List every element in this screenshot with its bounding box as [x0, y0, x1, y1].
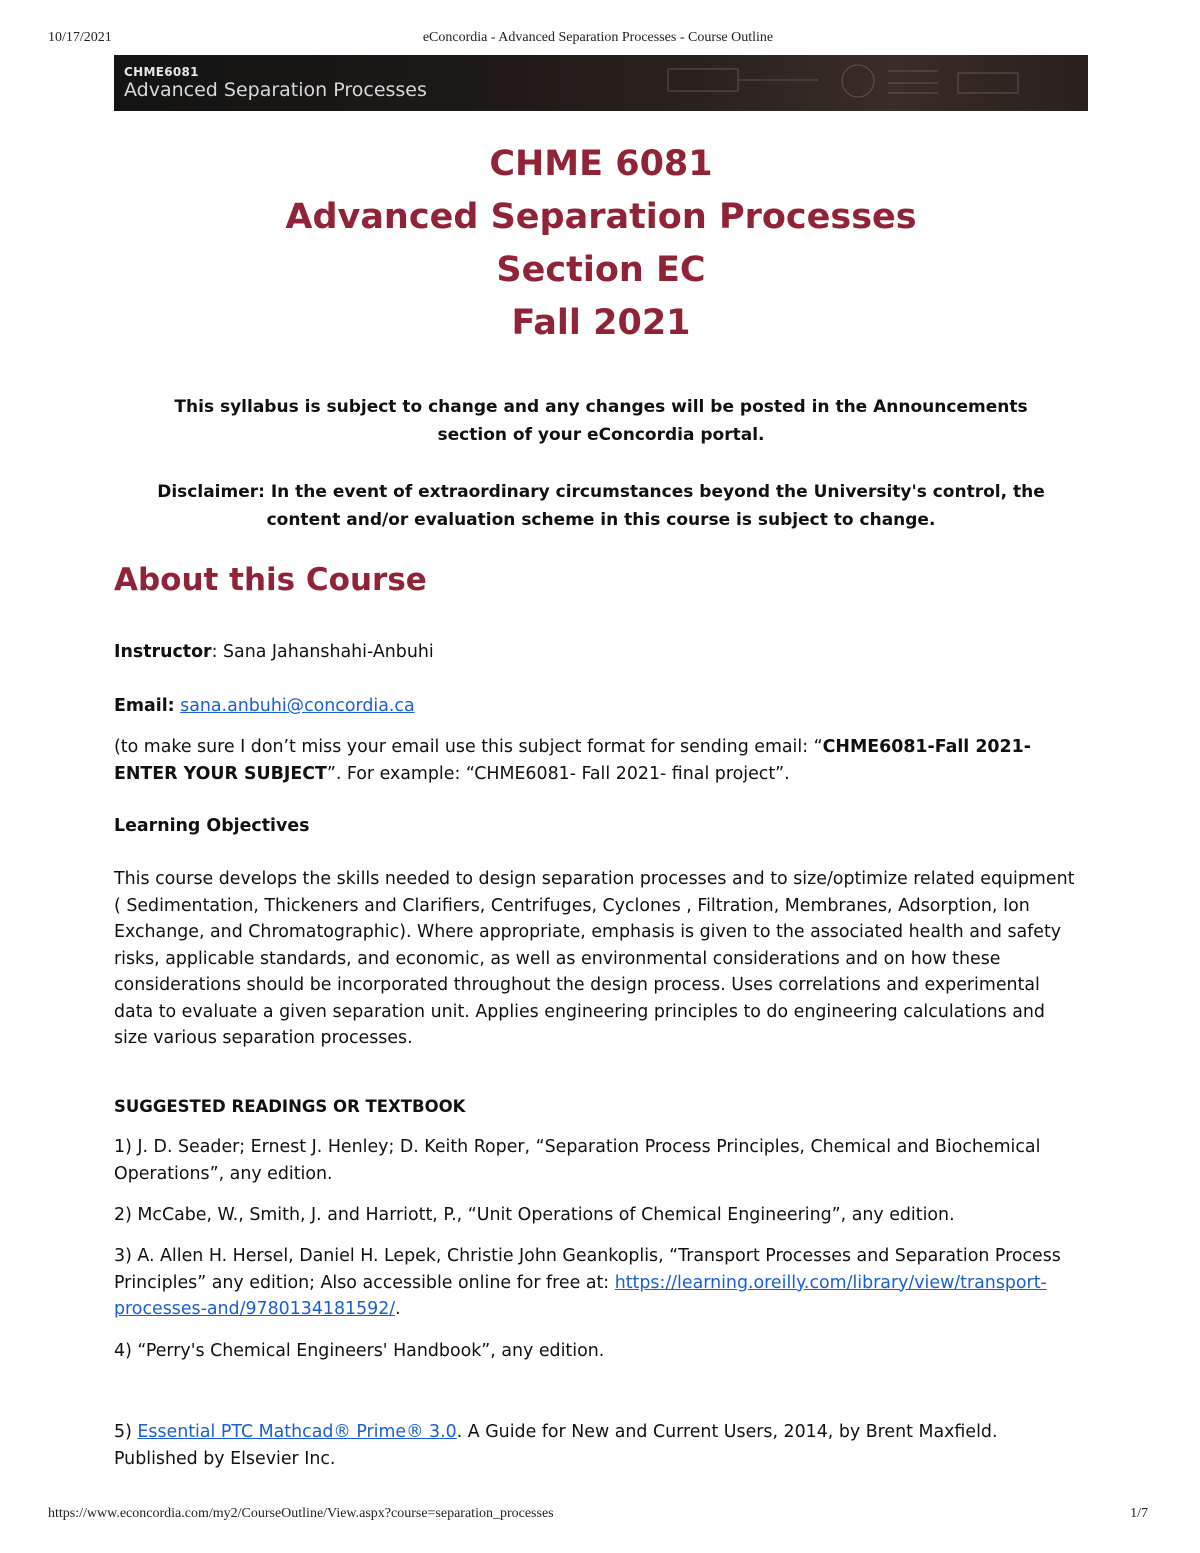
print-doc-title: eConcordia - Advanced Separation Processes - Course Outline: [422, 30, 774, 45]
print-date: 10/17/2021: [48, 30, 112, 45]
reading-1: 1) J. D. Seader; Ernest J. Henley; D. Keith Roper, “Separation Process Principles, Chemical and Biochemical Operations”, any edition.: [114, 1137, 1041, 1184]
syllabus-notice-line-2: section of your eConcordia portal.: [437, 425, 765, 445]
instructor-label: Instructor: [114, 642, 212, 662]
objectives-text: This course develops the skills needed to design separation processes and to size/optimize related equipment ( Sedimentation, Thickeners and Clarifiers, Centrifuges, Cyclones , Filtration, Membranes, Adsorption, Ion Exchange, and Chromatographic). Where appropriate, emphasis is given to the associated health and safety risks, applicable standards, and economic, as well as environmental considerations and on how these considerations should be incorporated throughout the design process. Uses correlations and experimental data to evaluate a given separation unit. Applies engineering principles to do engineering calculations and size various separation processes.: [114, 869, 1075, 1048]
disclaimer-line-1: Disclaimer: In the event of extraordinary circumstances beyond the University's control, the: [157, 482, 1045, 502]
page-number: 1/7: [1130, 1506, 1148, 1521]
email-note: [114, 734, 1084, 787]
objectives-heading: Learning Objectives: [114, 816, 310, 836]
reading-2: 2) McCabe, W., Smith, J. and Harriott, P., “Unit Operations of Chemical Engineering”, any edition.: [114, 1205, 955, 1225]
email-label: Email:: [114, 696, 175, 716]
reading-3-end: .: [395, 1299, 401, 1319]
instructor-separator: :: [211, 642, 224, 662]
mathcad-link[interactable]: Essential PTC Mathcad® Prime® 3.0: [137, 1422, 457, 1442]
print-url: https://www.econcordia.com/my2/CourseOutline/View.aspx?course=separation_processes: [48, 1506, 554, 1521]
course-title: [114, 138, 1088, 350]
reading-5: [114, 1419, 1084, 1472]
course-banner: [114, 55, 1088, 111]
print-footer: [48, 1506, 1148, 1526]
email-line: [114, 693, 1084, 720]
reading-5-text: . A Guide for New and Current Users, 2014, by Brent Maxfield. Published by Elsevier Inc.: [114, 1422, 998, 1469]
reading-4: 4) “Perry's Chemical Engineers' Handbook”, any edition.: [114, 1341, 605, 1361]
email-note-pre: (to make sure I don’t miss your email use this subject format for sending email: “: [114, 737, 823, 757]
syllabus-notice: [114, 393, 1088, 449]
readings-heading: SUGGESTED READINGS OR TEXTBOOK: [114, 1097, 466, 1116]
title-name: Advanced Separation Processes: [285, 197, 917, 237]
syllabus-notice-line-1: This syllabus is subject to change and any changes will be posted in the Announcements: [174, 397, 1028, 417]
about-heading: About this Course: [114, 562, 427, 598]
title-code: CHME 6081: [489, 144, 713, 184]
banner-decoration: [608, 61, 1028, 105]
title-term: Fall 2021: [511, 303, 691, 343]
reading-3: [114, 1243, 1084, 1323]
email-link[interactable]: sana.anbuhi@concordia.ca: [180, 696, 415, 716]
print-header: [48, 30, 1148, 50]
reading-5-prefix: 5): [114, 1422, 138, 1442]
oreilly-link[interactable]: https://learning.oreilly.com/library/view/transport-processes-and/9780134181592/: [114, 1272, 1047, 1319]
banner-course-name: Advanced Separation Processes: [124, 79, 427, 101]
banner-course-code: CHME6081: [124, 65, 199, 79]
disclaimer-line-2: content and/or evaluation scheme in this course is subject to change.: [266, 510, 936, 530]
title-section: Section EC: [496, 250, 706, 290]
instructor-line: [114, 639, 1084, 666]
reading-3-text: 3) A. Allen H. Hersel, Daniel H. Lepek, Christie John Geankoplis, “Transport Processes and Separation Process Principles” any edition; Also accessible online for free at:: [114, 1246, 1061, 1293]
disclaimer-notice: [114, 478, 1088, 534]
instructor-name: Sana Jahanshahi-Anbuhi: [223, 642, 434, 662]
email-note-post: ”. For example: “CHME6081- Fall 2021- final project”.: [326, 763, 790, 784]
email-subject-format: CHME6081-Fall 2021-ENTER YOUR SUBJECT: [114, 737, 1031, 784]
